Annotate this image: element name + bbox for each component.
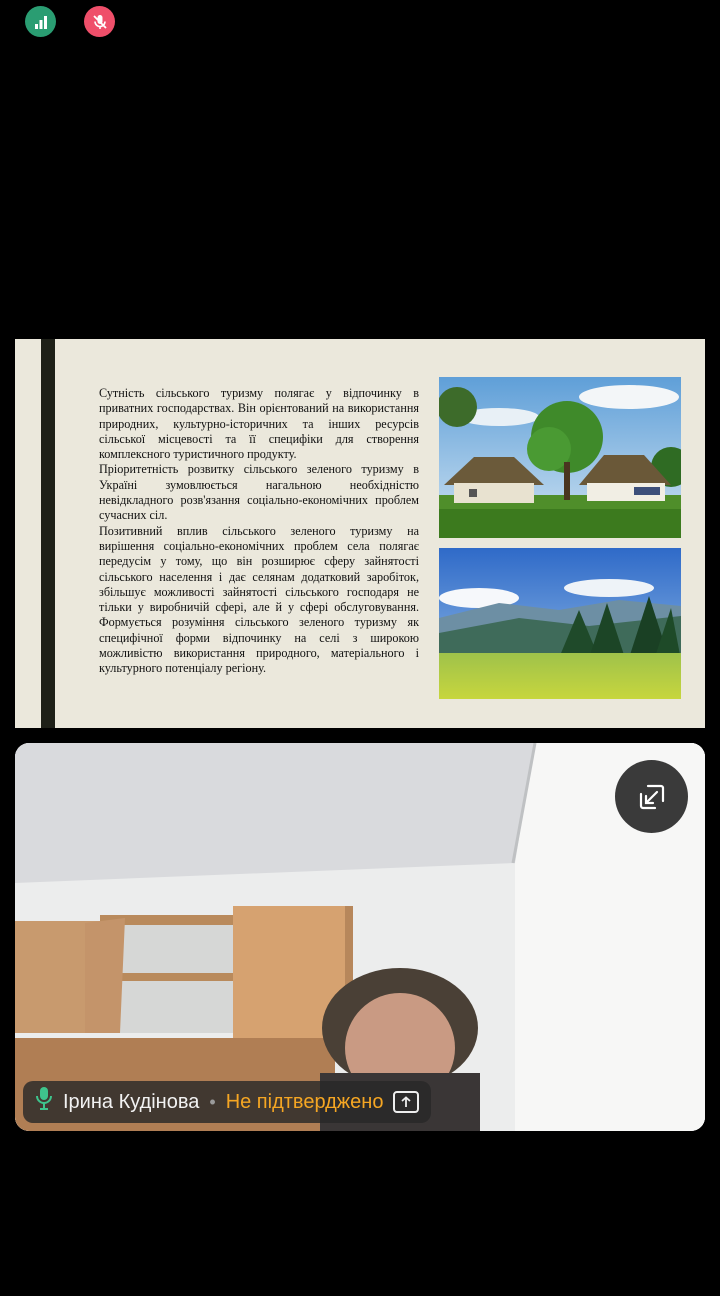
- shrink-window-icon[interactable]: [615, 760, 688, 833]
- top-status-icons: [25, 6, 115, 37]
- participant-name: Ірина Кудінова: [63, 1090, 200, 1113]
- participant-name-pill[interactable]: [23, 1081, 431, 1123]
- village-houses-photo: [439, 377, 681, 538]
- slide-paragraph: Сутність сільського туризму полягає у відпочинку в приватних господарствах. Він орієнтований на використання природних, культурно-історичних та інших ресурсів сільської місцевості та її специфіки для створення комплексного туристичного продукту.: [99, 386, 419, 462]
- shared-slide: [15, 339, 705, 728]
- separator-dot: •: [209, 1091, 216, 1112]
- mic-muted-icon[interactable]: [84, 6, 115, 37]
- verification-status: Не підтверджено: [225, 1090, 384, 1113]
- slide-paragraph: Позитивний вплив сільського зеленого туризму на вирішення соціально-економічних проблем села полягає передусім у тому, що він розширює сферу зайнятості сільського населення і дає селянам додатковий заробіток, збільшує можливості зайнятості сільського господаря не тільки у виробничій сфері, але й у сфері обслуговування. Формується розуміння сільського зеленого туризму як специфічної форми відпочинку на селі з широкою можливістю використання природного, матеріального і культурного потенціалу регіону.: [99, 523, 419, 676]
- slide-accent-bar: [41, 339, 55, 728]
- participant-video-tile[interactable]: [15, 743, 705, 1131]
- signal-bars-icon[interactable]: [25, 6, 56, 37]
- camera-feed: [15, 743, 705, 1131]
- microphone-active-icon: [35, 1086, 53, 1118]
- slide-text: [99, 386, 419, 677]
- upload-arrow-icon[interactable]: [393, 1091, 419, 1113]
- mountain-meadow-photo: [439, 548, 681, 699]
- slide-paragraph: Пріоритетність розвитку сільського зеленого туризму в Україні зумовлюється нагальною необхідністю невідкладного розв'язання соціально-економічних проблем сучасних сіл.: [99, 462, 419, 523]
